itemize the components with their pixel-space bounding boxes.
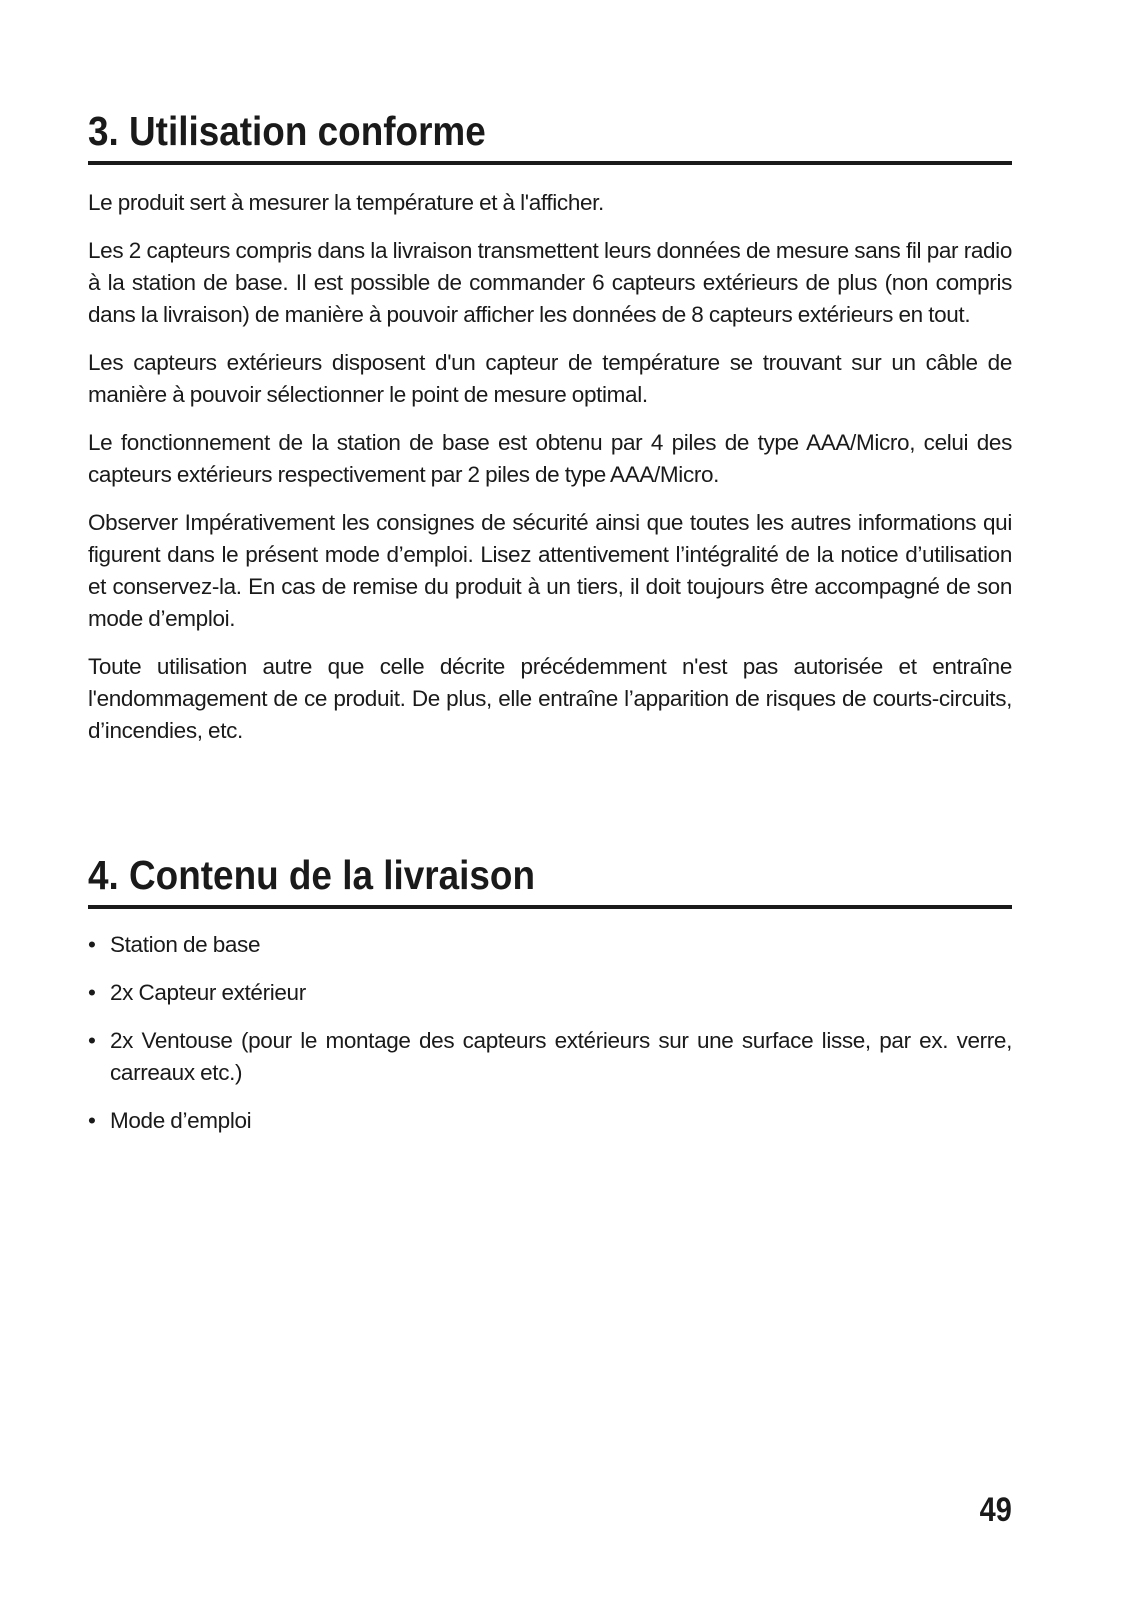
contents-list <box>88 929 1012 1137</box>
list-item <box>88 977 1012 1009</box>
list-item-text: Mode d’emploi <box>110 1107 252 1133</box>
bullet-icon: • <box>88 979 96 1005</box>
section-body <box>88 187 1012 747</box>
list-item <box>88 1025 1012 1089</box>
paragraph: Le fonctionnement de la station de base est obtenu par 4 piles de type AAA/Micro, celui des capteurs extérieurs respectivement par 2 piles de type AAA/Micro. <box>88 429 1012 487</box>
paragraph: Le produit sert à mesurer la température et à l'afficher. <box>88 189 604 215</box>
section-body <box>88 929 1012 1137</box>
section-package-contents <box>88 850 1012 1153</box>
paragraph: Observer Impérativement les consignes de sécurité ainsi que toutes les autres informations qui figurent dans le présent mode d’emploi. Lisez attentivement l’intégralité de la notice d’utilisation et conservez-la. En cas de remise du produit à un tiers, il doit toujours être accompagné de son mode d’emploi. <box>88 509 1012 631</box>
bullet-icon: • <box>88 1107 96 1133</box>
section-title: 4. Contenu de la livraison <box>88 852 536 898</box>
heading-rule <box>88 905 1012 909</box>
list-item <box>88 929 1012 961</box>
paragraph: Les 2 capteurs compris dans la livraison transmettent leurs données de mesure sans fil par radio à la station de base. Il est possible de commander 6 capteurs extérieurs de plus (non compris dans la livraison) de manière à pouvoir afficher les données de 8 capteurs extérieurs en tout. <box>88 237 1012 327</box>
list-item-text: 2x Ventouse (pour le montage des capteurs extérieurs sur une surface lisse, par ex. verre, carreaux etc.) <box>110 1027 1012 1085</box>
list-item-text: Station de base <box>110 931 261 957</box>
heading-rule <box>88 161 1012 165</box>
paragraph: Toute utilisation autre que celle décrite précédemment n'est pas autorisée et entraîne l'endommagement de ce produit. De plus, elle entraîne l’apparition de risques de courts-circuits, d’incendies, etc. <box>88 653 1012 743</box>
section-title: 3. Utilisation conforme <box>88 108 486 154</box>
paragraph: Les capteurs extérieurs disposent d'un capteur de température se trouvant sur un câble de manière à pouvoir sélectionner le point de mesure optimal. <box>88 349 1012 407</box>
page-number: 49 <box>979 1491 1012 1529</box>
list-item-text: 2x Capteur extérieur <box>110 979 306 1005</box>
bullet-icon: • <box>88 931 96 957</box>
list-item <box>88 1105 1012 1137</box>
section-heading-wrap <box>88 850 1012 909</box>
section-heading-wrap <box>88 106 1012 165</box>
section-intended-use <box>88 106 1012 763</box>
bullet-icon: • <box>88 1027 96 1053</box>
